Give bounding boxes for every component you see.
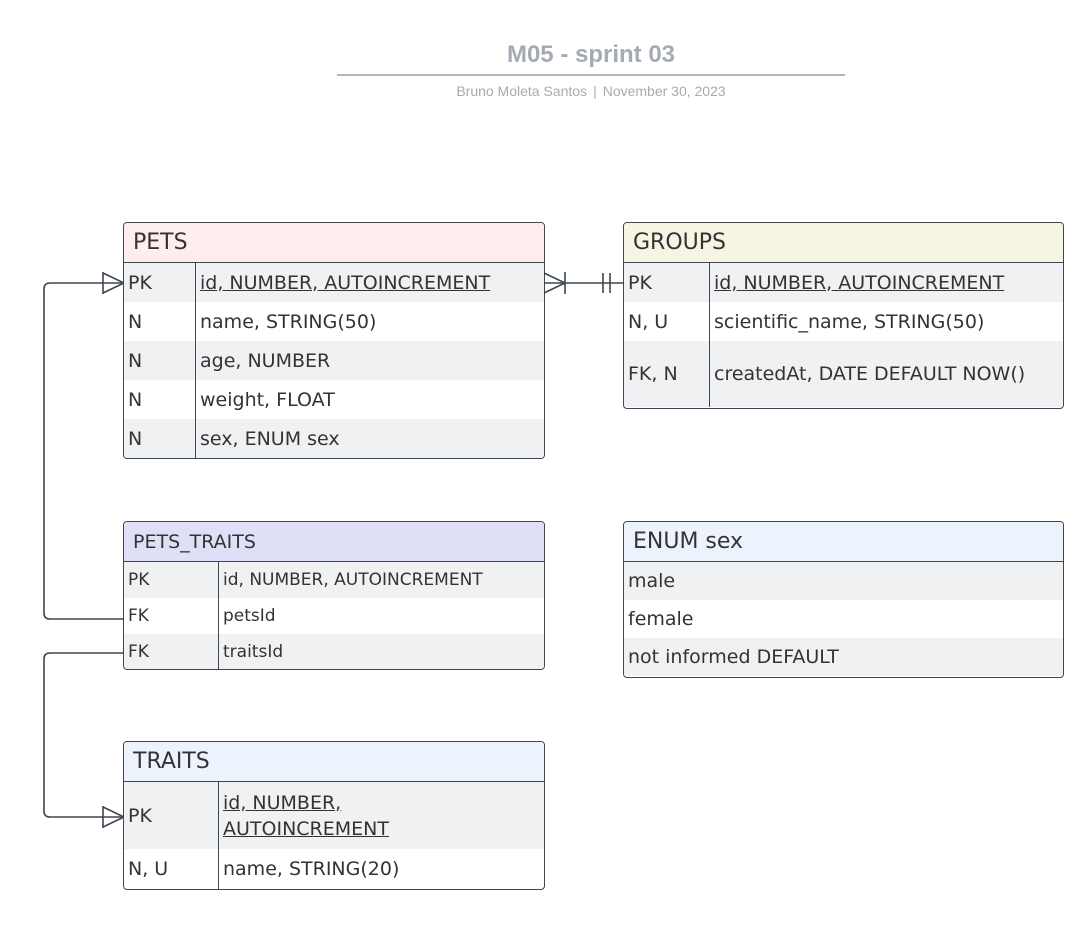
pets-row-key: PK	[124, 263, 196, 302]
entity-pets[interactable]	[123, 222, 545, 459]
groups-row-scientific-name[interactable]	[624, 302, 1063, 341]
traits-row-id[interactable]	[124, 782, 544, 849]
enum-sex-value-not-informed[interactable]: not informed DEFAULT	[624, 638, 1063, 676]
pets-row-key: N	[124, 380, 196, 419]
pets-row-field: sex, ENUM sex	[200, 427, 340, 450]
author-name: Bruno Moleta Santos	[456, 83, 588, 99]
entity-pets-traits-name: PETS_TRAITS	[133, 530, 256, 553]
enum-sex-value-female[interactable]: female	[628, 608, 694, 630]
groups-row-field: scientific_name, STRING(50)	[714, 310, 985, 333]
groups-row-id[interactable]	[624, 263, 1063, 302]
groups-row-key: N, U	[624, 302, 710, 341]
entity-pets-header	[124, 223, 544, 263]
traits-row-key: PK	[124, 782, 219, 849]
pets-traits-row-pets-id[interactable]	[124, 598, 544, 634]
entity-groups[interactable]	[623, 222, 1064, 409]
pets-traits-row-key: FK	[124, 598, 219, 634]
traits-row-name[interactable]	[124, 849, 544, 889]
pets-traits-row-key: PK	[124, 562, 219, 598]
groups-row-field: createdAt, DATE DEFAULT NOW()	[714, 363, 1026, 385]
entity-enum-sex-header	[624, 522, 1063, 562]
pets-row-key: N	[124, 419, 196, 458]
pets-traits-row-field: id, NUMBER, AUTOINCREMENT	[223, 570, 483, 590]
pets-row-key: N	[124, 341, 196, 380]
traits-row-field: id, NUMBER, AUTOINCREMENT	[223, 791, 389, 840]
entity-traits-header	[124, 742, 544, 782]
traits-row-key: N, U	[124, 849, 219, 889]
pets-row-field: id, NUMBER, AUTOINCREMENT	[200, 271, 491, 294]
pets-traits-row-id[interactable]	[124, 562, 544, 598]
entity-traits-name: TRAITS	[133, 749, 210, 774]
entity-groups-name: GROUPS	[633, 230, 726, 255]
pets-row-weight[interactable]	[124, 380, 544, 419]
pets-traits-row-field: petsId	[223, 606, 276, 626]
pets-row-id[interactable]	[124, 263, 544, 302]
groups-row-field: id, NUMBER, AUTOINCREMENT	[714, 271, 1005, 294]
pets-row-name[interactable]	[124, 302, 544, 341]
traits-row-field: name, STRING(20)	[223, 858, 400, 880]
subtitle-separator: |	[593, 83, 597, 99]
pets-row-key: N	[124, 302, 196, 341]
entity-pets-name: PETS	[133, 230, 188, 255]
pets-traits-row-field: traitsId	[223, 642, 284, 662]
groups-row-key: FK, N	[624, 341, 710, 407]
groups-row-created-at[interactable]	[624, 341, 1063, 407]
entity-traits[interactable]	[123, 741, 545, 890]
pets-traits-row-key: FK	[124, 634, 219, 670]
entity-pets-traits[interactable]	[123, 521, 545, 670]
connector-pets-traits-to-traits	[44, 653, 124, 817]
enum-sex-value-male[interactable]: male	[624, 562, 1063, 600]
pets-row-field: age, NUMBER	[200, 349, 331, 372]
entity-pets-traits-header	[124, 522, 544, 562]
connector-pets-to-pets-traits	[44, 283, 124, 619]
pets-row-age[interactable]	[124, 341, 544, 380]
entity-groups-header	[624, 223, 1063, 263]
pets-row-field: weight, FLOAT	[200, 388, 335, 411]
pets-row-field: name, STRING(50)	[200, 310, 377, 333]
entity-enum-sex-name: ENUM sex	[633, 529, 744, 554]
diagram-title: M05 - sprint 03	[506, 41, 676, 68]
pets-row-sex[interactable]	[124, 419, 544, 458]
diagram-date: November 30, 2023	[602, 83, 726, 99]
entity-enum-sex[interactable]	[623, 521, 1064, 678]
pets-traits-row-traits-id[interactable]	[124, 634, 544, 670]
groups-row-key: PK	[624, 263, 710, 302]
